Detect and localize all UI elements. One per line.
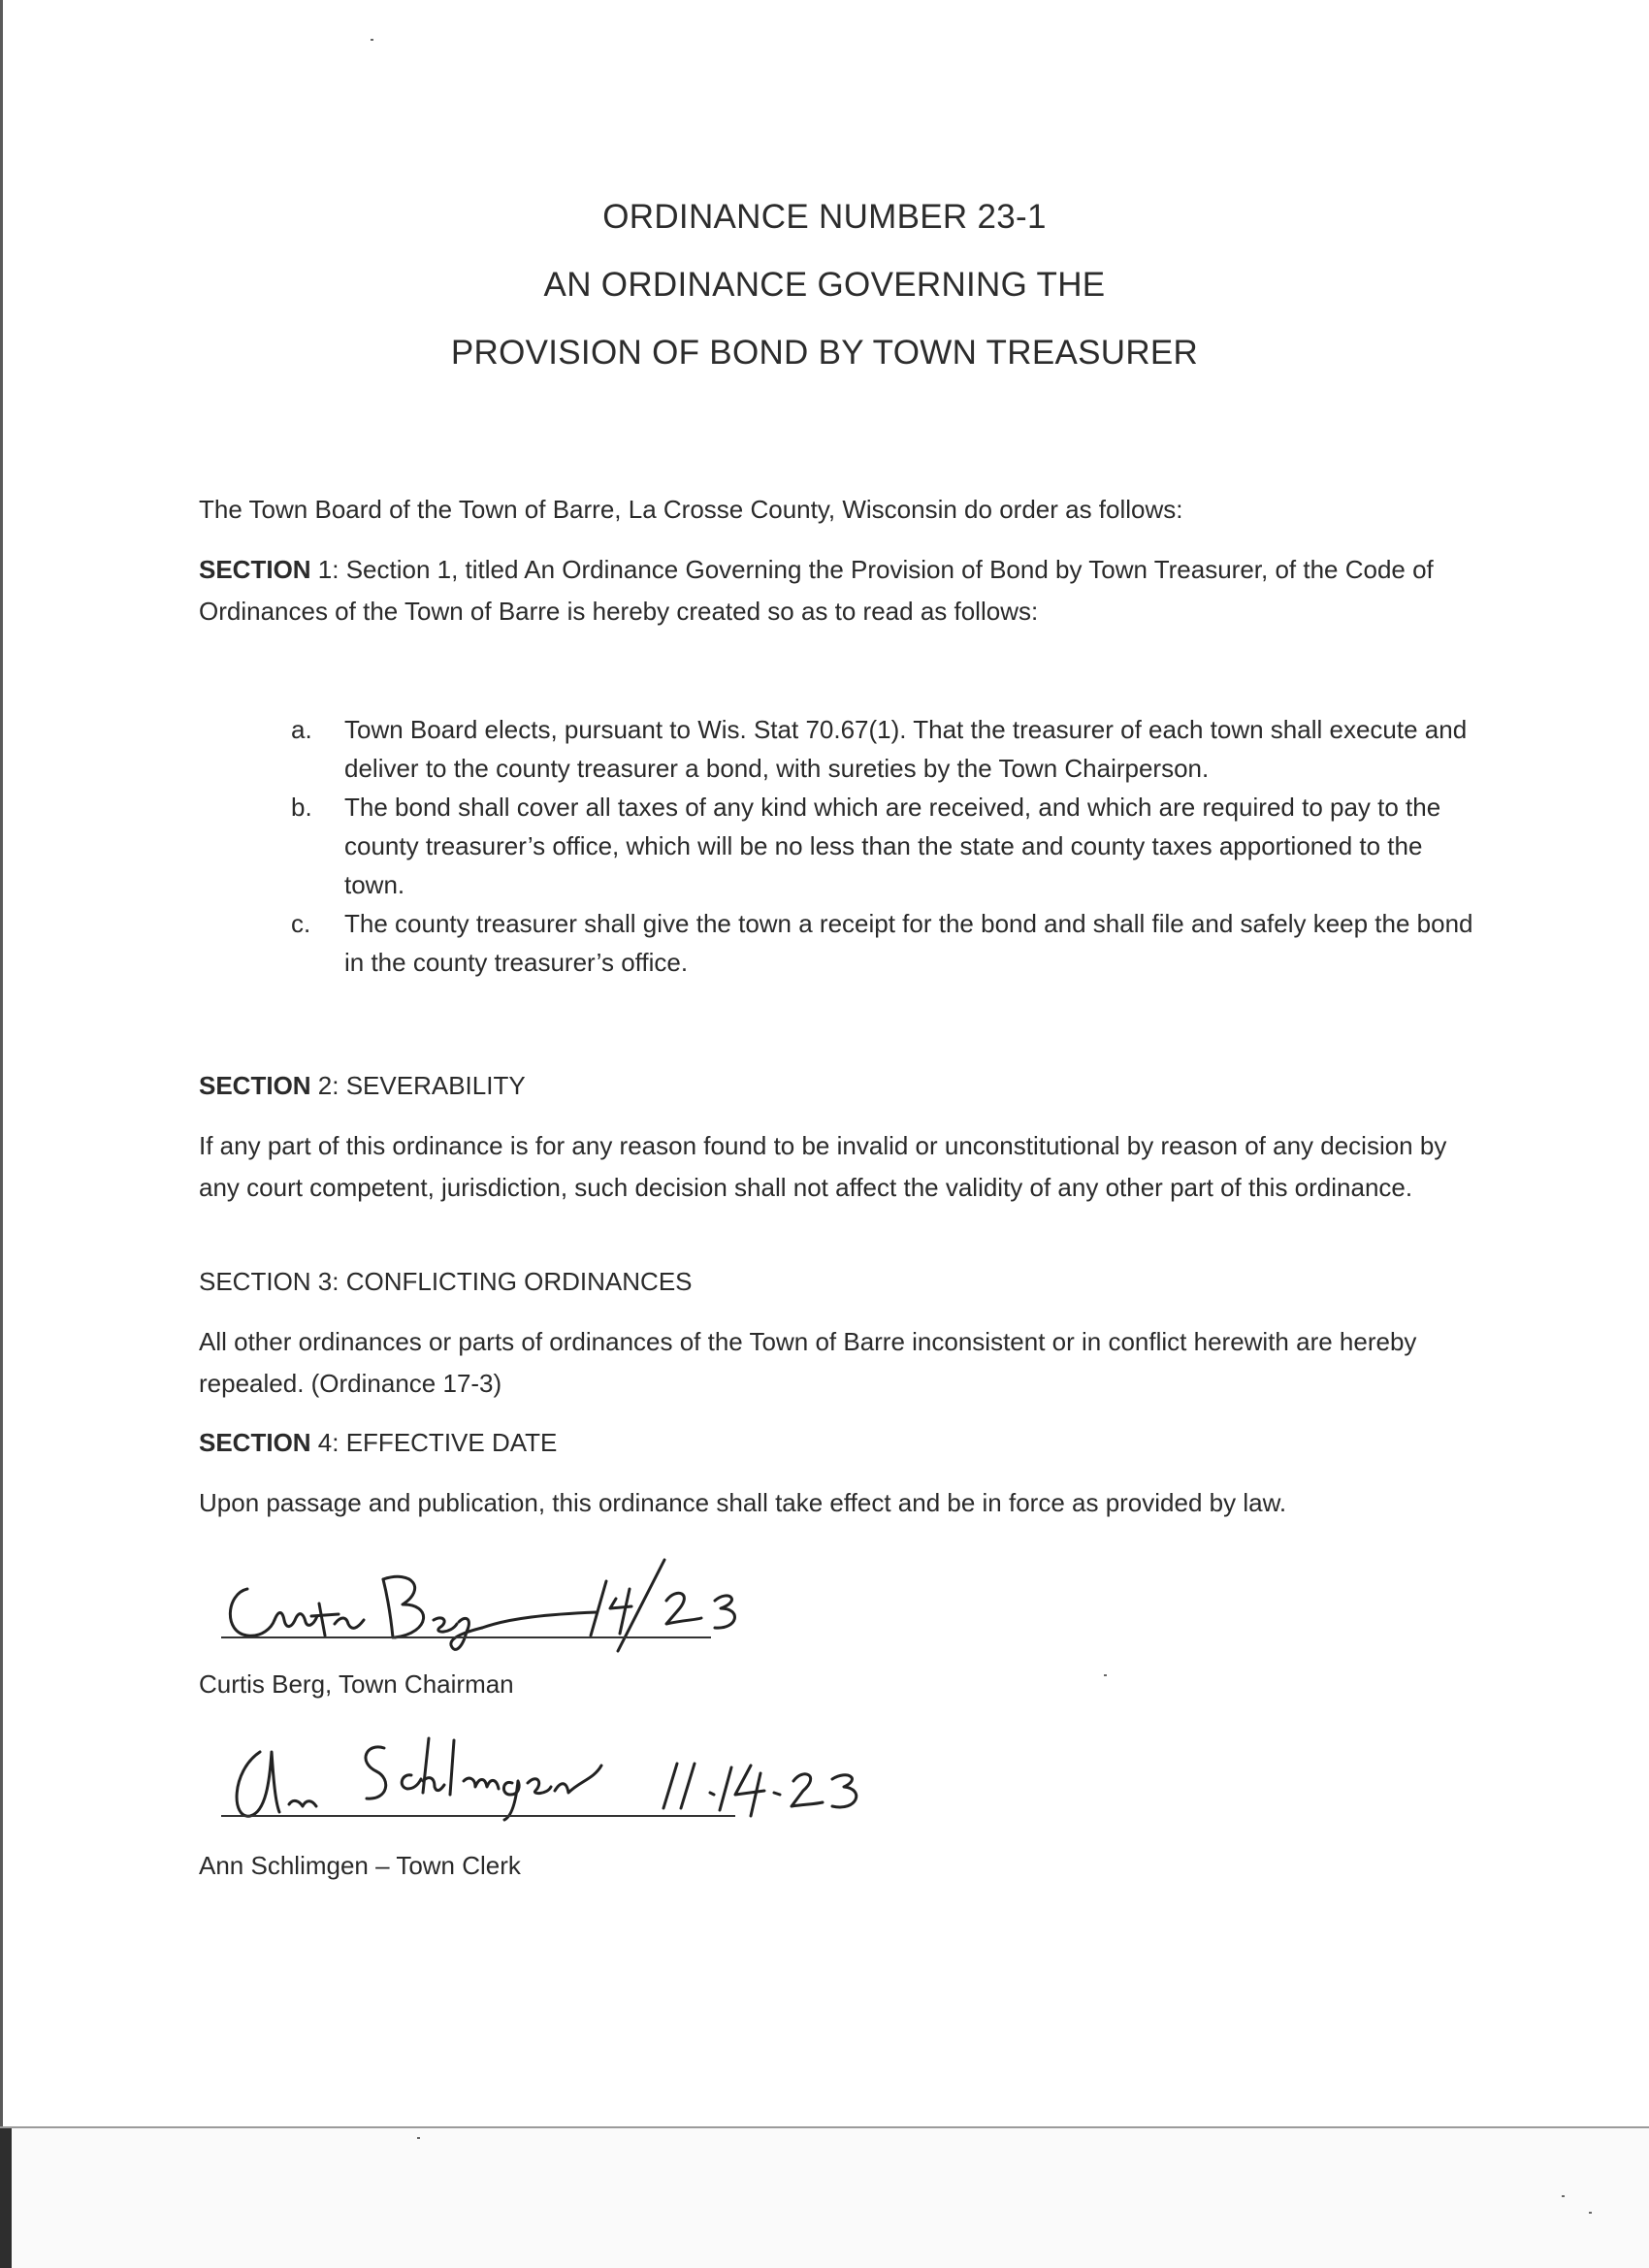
chairman-caption: Curtis Berg, Town Chairman <box>199 1669 514 1699</box>
chairman-signature <box>218 1550 761 1657</box>
scan-border-bottom <box>0 2126 1649 2128</box>
section4-title: 4: EFFECTIVE DATE <box>310 1428 558 1457</box>
section4-label: SECTION <box>199 1428 311 1457</box>
list-item <box>291 904 1474 982</box>
scan-speck <box>1562 2195 1565 2197</box>
list-item-text: Town Board elects, pursuant to Wis. Stat 70.67(1). That the treasurer of each town shall execute and deliver to the county treasurer a bond, with sureties by the Town Chairperson. <box>344 715 1468 783</box>
title-ordinance-name-line1: AN ORDINANCE GOVERNING THE <box>543 266 1106 304</box>
section1-label: SECTION <box>199 555 311 584</box>
list-marker: c. <box>291 909 311 938</box>
section2-label: SECTION <box>199 1071 311 1100</box>
intro-paragraph: The Town Board of the Town of Barre, La Crosse County, Wisconsin do order as follows: <box>199 495 1183 524</box>
section2-heading <box>199 1065 1460 1107</box>
section4-paragraph: Upon passage and publication, this ordinance shall take effect and be in force as provided by law. <box>199 1488 1287 1517</box>
scan-speck <box>417 2137 420 2139</box>
scan-bottom-margin <box>0 2128 1649 2268</box>
list-item <box>291 710 1474 788</box>
scan-speck <box>371 39 373 41</box>
section2-title: 2: SEVERABILITY <box>310 1071 526 1100</box>
section1-list <box>291 710 1474 982</box>
section2-paragraph: If any part of this ordinance is for any reason found to be invalid or unconstitutional by reason of any decision by any court competent, jurisdiction, such decision shall not affect the validity of any other part of this ordinance. <box>199 1131 1447 1202</box>
title-ordinance-number: ORDINANCE NUMBER 23-1 <box>602 198 1047 236</box>
title-ordinance-name-line2: PROVISION OF BOND BY TOWN TREASURER <box>450 334 1199 372</box>
list-item-text: The county treasurer shall give the town a receipt for the bond and shall file and safely keep the bond in the county treasurer’s office. <box>344 909 1473 977</box>
section1-paragraph <box>199 549 1460 632</box>
section4-heading <box>199 1422 1460 1464</box>
section3-heading: SECTION 3: CONFLICTING ORDINANCES <box>199 1267 693 1296</box>
list-item <box>291 788 1474 904</box>
clerk-signature-line <box>221 1815 735 1817</box>
chairman-signature-line <box>221 1636 711 1638</box>
list-marker: a. <box>291 715 312 744</box>
document-title <box>0 192 1649 396</box>
scan-border-corner <box>0 2128 12 2268</box>
list-item-text: The bond shall cover all taxes of any kind which are received, and which are required to pay to the county treasurer’s office, which will be no less than the state and county taxes apportioned to the town. <box>344 793 1441 899</box>
clerk-signature <box>221 1723 920 1830</box>
section1-text: 1: Section 1, titled An Ordinance Governing the Provision of Bond by Town Treasurer, of the Code of Ordinances of the Town of Barre is hereby created so as to read as follows: <box>199 555 1434 626</box>
list-marker: b. <box>291 793 312 822</box>
scan-speck <box>1104 1674 1107 1676</box>
scan-speck <box>1589 2212 1592 2214</box>
section3-paragraph: All other ordinances or parts of ordinances of the Town of Barre inconsistent or in conflict herewith are hereby repealed. (Ordinance 17-3) <box>199 1327 1417 1398</box>
clerk-caption: Ann Schlimgen – Town Clerk <box>199 1851 521 1880</box>
